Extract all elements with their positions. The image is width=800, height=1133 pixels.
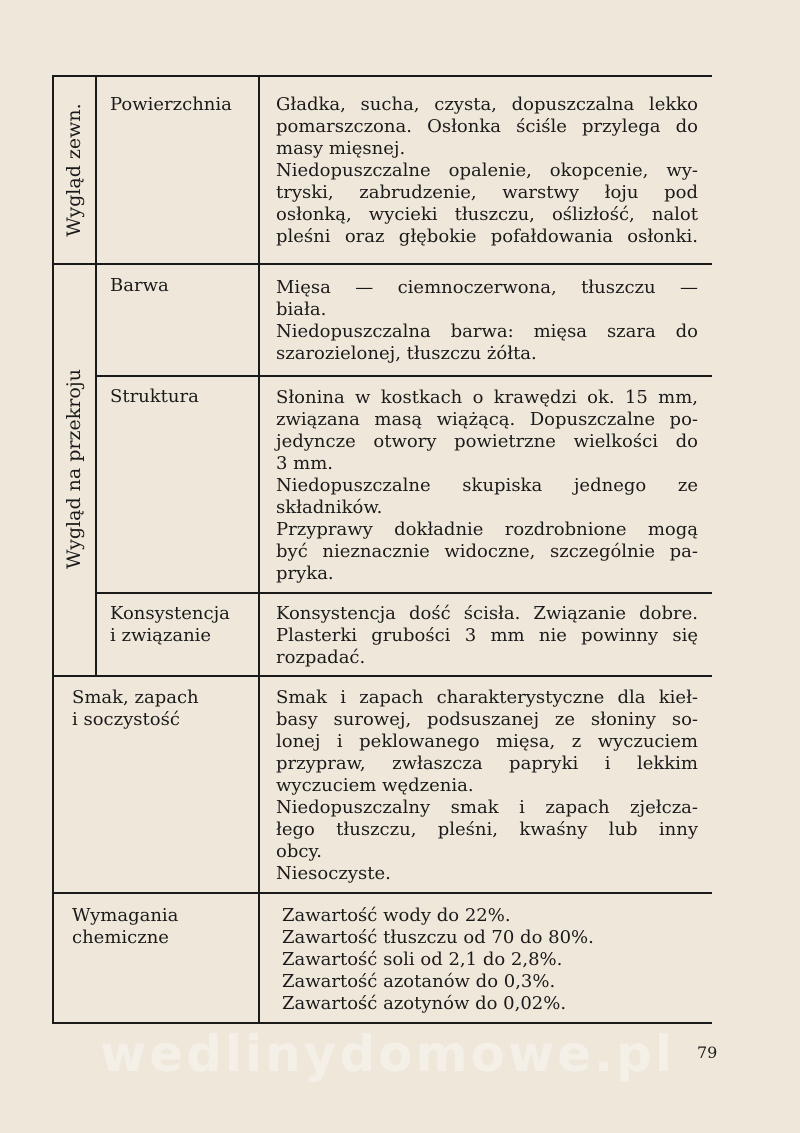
group-column-divider bbox=[95, 263, 97, 675]
row-text-taste: Smak i zapach charakterystyczne dla kieł- basy surowej, podsuszanej ze słoniny so- lonej i peklowanego mięsa, z wyczuciem przypraw, zwłaszcza papryki i lekkim wyczuciem wędzenia. Niedopuszczalny smak i zapach zjełcza- łego tłuszczu, pleśni, kwaśny lub inny obcy. Niesoczyste. bbox=[276, 687, 698, 884]
row-label-structure: Struktura bbox=[110, 386, 199, 407]
row-text-surface: Gładka, sucha, czysta, dopuszczalna lekko pomarszczona. Osłonka ściśle przylega do masy mięsnej. Niedopuszczalne opalenie, okopcenie, wy- tryski, zabrudzenie, warstwy łoju pod osłonką, wycieki tłuszczu, oślizłość, nalot pleśni oraz głębokie pofałdowania osłonki. bbox=[276, 94, 698, 247]
row-text-chemical: Zawartość wody do 22%. Zawartość tłuszczu od 70 do 80%. Zawartość soli od 2,1 do 2,8%. Zawartość azotanów do 0,3%. Zawartość azotynów do 0,02%. bbox=[282, 905, 594, 1014]
watermark-text: wedlinydomowe.pl bbox=[100, 1025, 675, 1083]
page-number: 79 bbox=[697, 1043, 718, 1062]
row-text-consistency: Konsystencja dość ścisła. Związanie dobre. Plasterki grubości 3 mm nie powinny się rozpadać. bbox=[276, 603, 698, 668]
row-label-taste: Smak, zapach i soczystość bbox=[72, 687, 199, 730]
table-left-border bbox=[52, 75, 54, 1024]
row-label-consistency: Konsystencja i związanie bbox=[110, 603, 230, 646]
group-label-exterior: Wygląd zewn. bbox=[63, 103, 85, 237]
row-divider bbox=[52, 263, 712, 265]
row-label-chemical: Wymagania chemiczne bbox=[72, 905, 179, 948]
row-divider bbox=[95, 592, 712, 594]
row-text-color: Mięsa — ciemnoczerwona, tłuszczu — biała. Niedopuszczalna barwa: mięsa szara do szarozielonej, tłuszczu żółta. bbox=[276, 277, 698, 364]
group-label-cross-section: Wygląd na przekroju bbox=[63, 369, 85, 569]
group-column-divider bbox=[95, 75, 97, 263]
value-column-divider bbox=[258, 75, 260, 1022]
row-divider bbox=[95, 375, 712, 377]
table-top-rule bbox=[52, 75, 712, 77]
row-divider bbox=[52, 675, 712, 677]
row-divider bbox=[52, 892, 712, 894]
row-text-structure: Słonina w kostkach o krawędzi ok. 15 mm, związana masą wiążącą. Dopuszczalne po- jedyncze otwory powietrzne wielkości do 3 mm. Niedopuszczalne skupiska jednego ze składników. Przyprawy dokładnie rozdrobnione mogą być nieznacznie widoczne, szczególnie pa- pryka. bbox=[276, 387, 698, 584]
row-label-color: Barwa bbox=[110, 275, 169, 296]
table-bottom-rule bbox=[52, 1022, 712, 1024]
row-label-surface: Powierzchnia bbox=[110, 94, 232, 115]
